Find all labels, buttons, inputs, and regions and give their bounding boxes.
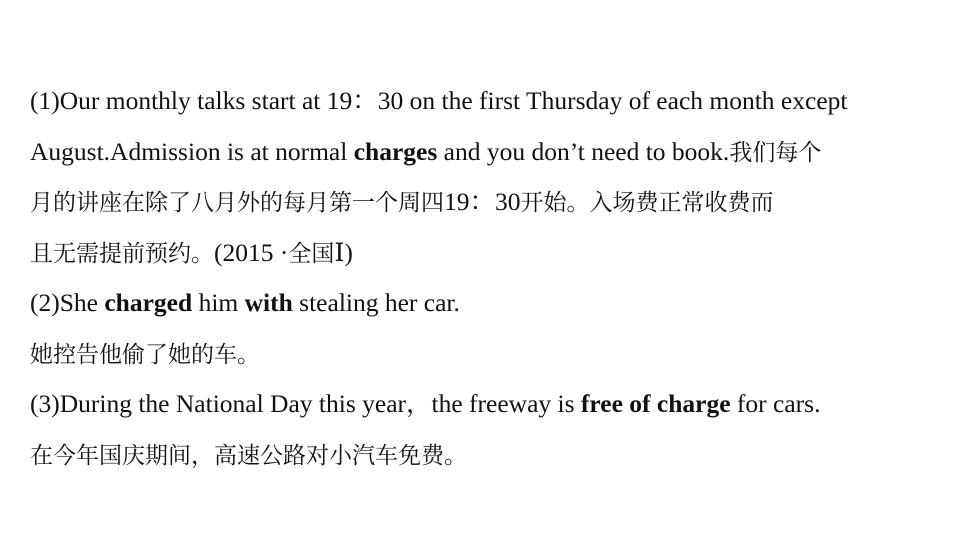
example-1-translation-part2: 月的讲座在除了八月外的每月第一个周四 (30, 190, 444, 216)
example-3-part1: (3)During the National Day this year，the freeway is (30, 389, 581, 418)
example-3-part2: for cars. (730, 389, 821, 418)
example-2-english (30, 278, 940, 329)
keyword-charges: charges (353, 136, 438, 166)
keyword-with: with (244, 288, 293, 317)
example-1-translation-time: 19：30 (444, 187, 521, 216)
example-1-translation-part1: 我们每个 (729, 139, 822, 166)
example-1-source-region: 全国 (288, 240, 335, 267)
example-3-translation (30, 430, 940, 481)
example-2-translation-text: 她控告他偷了她的车。 (30, 341, 260, 368)
vocabulary-examples (30, 76, 940, 480)
example-1-translation-part3: 开始。入场费正常收费而 (520, 190, 774, 216)
example-3-english (30, 379, 940, 430)
example-1-english-part2: August.Admission is at normal (30, 136, 354, 166)
example-1-source-paper: Ⅰ) (334, 237, 353, 267)
example-1-line-4 (30, 228, 940, 279)
example-2-part3: stealing her car. (292, 288, 460, 317)
example-2-part2: him (192, 288, 245, 317)
example-1-line-2 (30, 127, 940, 178)
example-1-english-part3: and you don’t need to book. (437, 136, 730, 166)
example-3-translation-text: 在今年国庆期间，高速公路对小汽车免费。 (30, 442, 467, 469)
example-2-part1: (2)She (30, 288, 105, 317)
example-1-translation-part4: 且无需提前预约。 (30, 240, 214, 267)
keyword-free-of-charge: free of charge (580, 389, 731, 418)
example-1-line-1 (30, 76, 940, 127)
example-1-source-year: (2015 · (214, 237, 289, 267)
example-1-line-3 (30, 177, 940, 228)
example-1-english-part1: (1)Our monthly talks start at 19：30 on the first Thursday of each month except (30, 86, 848, 115)
example-2-translation (30, 329, 940, 380)
keyword-charged: charged (104, 288, 193, 317)
